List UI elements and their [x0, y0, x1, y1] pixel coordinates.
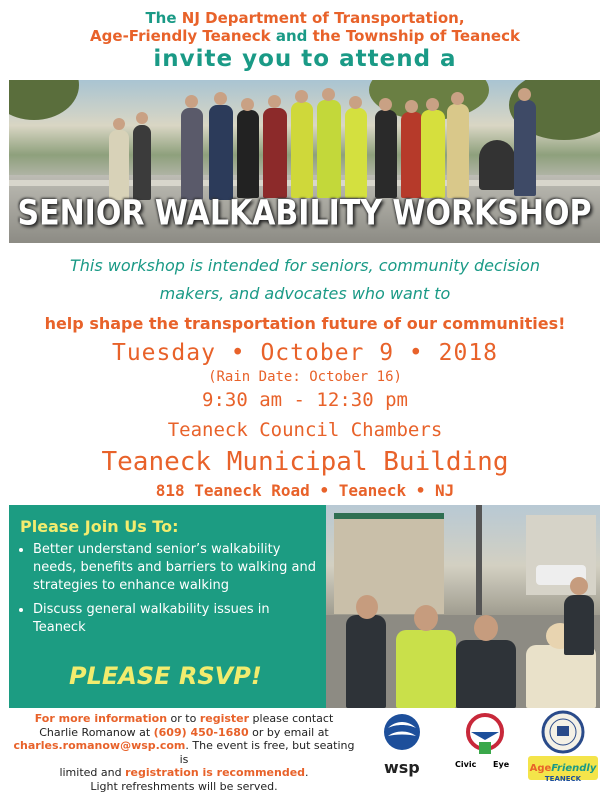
panel-bullet-list — [19, 541, 323, 643]
teaneck-text: TEANECK — [544, 775, 582, 783]
friendly-text: Friendly — [551, 763, 597, 774]
civic-label — [455, 760, 509, 769]
contact-info — [9, 712, 359, 793]
wsp-logo — [380, 712, 424, 782]
event-building: Teaneck Municipal Building — [101, 447, 509, 477]
refreshments-note: Light refreshments will be served. — [90, 779, 278, 793]
age-text: Age — [529, 763, 552, 774]
rain-date: (Rain Date: October 16) — [208, 369, 402, 385]
phone-number[interactable]: (609) 450-1680 — [153, 725, 249, 739]
intro-line-1: This workshop is intended for seniors, community decision — [70, 256, 540, 275]
invite-line: invite you to attend a — [153, 46, 457, 72]
footer-text: or by email at — [248, 725, 329, 739]
footer-text: please contact — [249, 712, 334, 725]
footer-text: . The event is free, but seating is — [179, 739, 355, 766]
workshop-title: SENIOR WALKABILITY WORKSHOP — [17, 193, 592, 234]
event-time: 9:30 am - 12:30 pm — [202, 389, 408, 411]
join-us-panel — [9, 505, 326, 708]
footer-text: Charlie Romanow at — [39, 725, 154, 739]
event-date: Tuesday • October 9 • 2018 — [111, 340, 499, 366]
header-line-1 — [0, 9, 610, 27]
header-prefix: The — [145, 9, 182, 27]
civic-eye-icon — [455, 712, 515, 756]
rsvp-callout: PLEASE RSVP! — [69, 662, 262, 690]
civic-text: Civic — [455, 760, 477, 769]
township-name: the Township of Teaneck — [312, 27, 520, 45]
township-seal-icon — [540, 710, 586, 754]
teaneck-logos — [528, 710, 598, 784]
header-line-2 — [0, 27, 610, 45]
group-walk-photo — [9, 80, 600, 243]
civic-eye-logo — [455, 712, 515, 782]
intro-highlight: help shape the transportation future of our communities! — [44, 314, 566, 333]
panel-bullet: • Better understand senior’s walkability needs, benefits and barriers to walking and strategies to enhance walking — [33, 541, 323, 595]
street-walk-photo — [326, 505, 600, 708]
footer-text: or to — [167, 712, 200, 725]
event-room: Teaneck Council Chambers — [167, 419, 443, 441]
registration-recommended: registration is recommended — [125, 766, 306, 779]
wsp-text: wsp — [384, 758, 420, 777]
header-and: and — [270, 27, 313, 45]
footer-text: limited and — [59, 766, 126, 779]
njdot-name: NJ Department of Transportation, — [181, 9, 465, 27]
event-address: 818 Teaneck Road • Teaneck • NJ — [155, 481, 455, 500]
panel-title: Please Join Us To: — [20, 517, 179, 536]
more-info-label: For more information — [34, 712, 168, 725]
footer-text: . — [305, 766, 309, 779]
email-link[interactable]: charles.romanow@wsp.com — [13, 739, 186, 752]
age-friendly-badge — [528, 756, 598, 783]
intro-line-2: makers, and advocates who want to — [159, 284, 451, 303]
age-friendly-name: Age-Friendly Teaneck — [90, 27, 271, 45]
panel-bullet: • Discuss general walkability issues in Teaneck — [33, 601, 323, 637]
eye-text: Eye — [493, 760, 510, 769]
register-label: register — [199, 712, 250, 725]
